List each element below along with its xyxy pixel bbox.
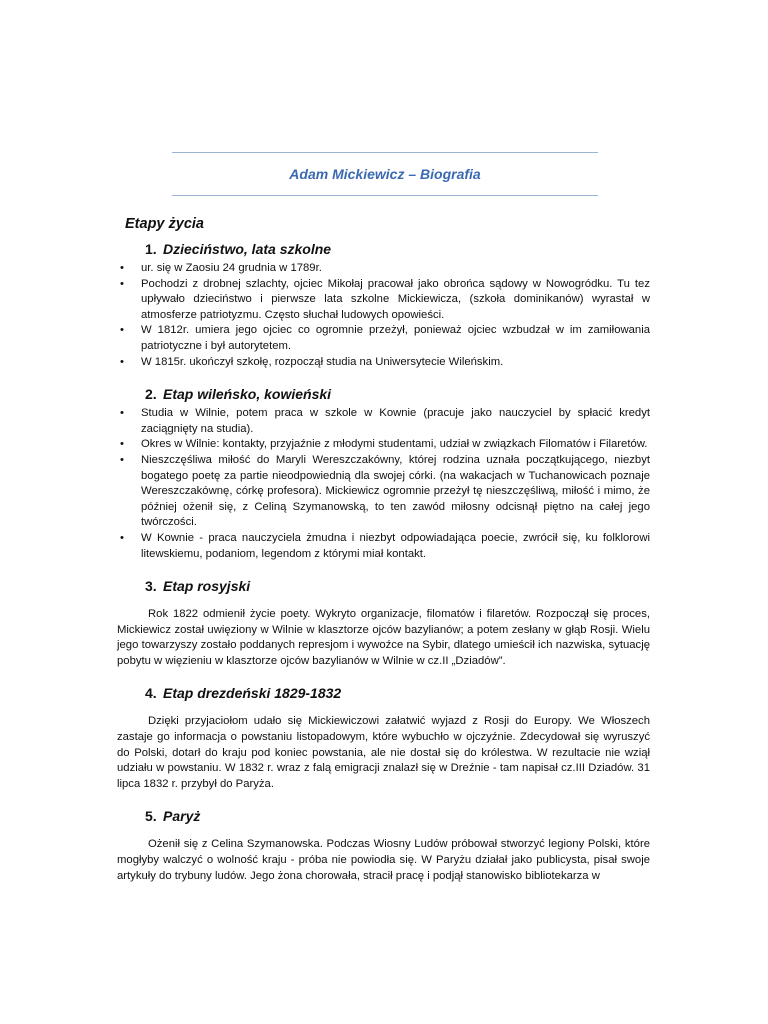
list-item: • W Kownie - praca nauczyciela żmudna i niezbyt odpowiadająca poecie, zwrócił się, ku folklorowi litewskiemu, podaniom, legendom z którymi miał kontakt.: [117, 531, 650, 562]
section-title: Dzieciństwo, lata szkolne: [163, 241, 332, 257]
section-2-bullet-list: [117, 406, 650, 562]
section-title: Etap wileńsko, kowieński: [163, 386, 332, 403]
list-item: • Okres w Wilnie: kontakty, przyjaźnie z młodymi studentami, udział w związkach Filomatów i Filaretów.: [117, 437, 650, 453]
list-item: • ur. się w Zaosiu 24 grudnia w 1789r.: [117, 261, 650, 277]
section-heading-2: [145, 384, 650, 404]
section-number: 3.: [145, 578, 157, 595]
section-4-paragraph: Dzięki przyjaciołom udało się Mickiewiczowi załatwić wyjazd z Rosji do Europy. We Włoszech zastaje go informacja o powstaniu listopadowym, które wybuchło w ojczyźnie. Zdecydował się wyruszyć do Polski, dotarł do kraju pod koniec powstania, ale nie dostał się do królestwa. W rezultacie nie wziął udziału w powstaniu. W 1832 r. wraz z falą emigracji znalazł się w Dreźnie - tam napisał cz.III Dziadów. 31 lipca 1832 r. przybył do Paryża.: [117, 715, 650, 790]
document-title: Adam Mickiewicz – Biografia: [289, 166, 481, 182]
section-5-paragraph: Ożenił się z Celina Szymanowska. Podczas Wiosny Ludów próbował stworzyć legiony Polski, które mogłyby walczyć o wolność kraju - próba nie powiodła się. W Paryżu działał jako publicysta, pisał swoje artykuły do trybuny ludów. Jego żona chorowała, stracił pracę i podjął stanowisko bibliotekarza w: [117, 838, 650, 882]
list-item: • W 1812r. umiera jego ojciec co ogromnie przeżył, ponieważ ojciec wzbudzał w im zamiłowania patriotyczne i był autorytetem.: [117, 323, 650, 354]
main-heading: Etapy życia: [125, 216, 204, 232]
section-title: Paryż: [163, 808, 201, 825]
section-title: Etap drezdeński 1829-1832: [163, 685, 342, 702]
section-title: Etap rosyjski: [163, 578, 251, 595]
section-heading-1: [145, 239, 650, 259]
section-heading-5: [145, 806, 650, 826]
list-item: • W 1815r. ukończył szkołę, rozpoczął studia na Uniwersytecie Wileńskim.: [117, 355, 650, 371]
section-3-paragraph: Rok 1822 odmienił życie poety. Wykryto organizacje, filomatów i filaretów. Rozpoczął się proces, Mickiewicz został uwięziony w Wilnie w klasztorze ojców bazylianów; a potem zesłany w głąb Rosji. Wielu jego towarzyszy zostało poddanych represjom i wywoźce na Sybir, dlatego umieścił ich nazwiska, sytuację pobytu w więzieniu w klasztorze ojców bazylianów w Wilnie w cz.II „Dziadów”.: [117, 608, 650, 667]
list-item: • Studia w Wilnie, potem praca w szkole w Kownie (pracuje jako nauczyciel by spłacić kredyt zaciągnięty na studia).: [117, 406, 650, 437]
section-number: 2.: [145, 386, 157, 403]
section-heading-4: [145, 683, 650, 703]
section-heading-3: [145, 576, 650, 596]
section-number: 1.: [145, 241, 157, 257]
list-item: • Pochodzi z drobnej szlachty, ojciec Mikołaj pracował jako obrońca sądowy w Nowogródku. Tu tez upływało dzieciństwo i pierwsze lata szkolne Mickiewicza, (szkoła dominikanów) wyrastał w atmosferze patriotyzmu. Często słuchał ludowych opowieści.: [117, 277, 650, 324]
title-top-rule: [172, 152, 598, 153]
title-bottom-rule: [172, 195, 598, 196]
document-body: [117, 214, 650, 884]
section-1-bullet-list: [117, 261, 650, 370]
list-item: • Nieszczęśliwa miłość do Maryli Wereszczakówny, której rodzina uznała początkującego, niezbyt bogatego poetę za partie nieodpowiednią dla swojej córki. (na wakacjach w Tuchanowicach poznaje Wereszczakównę, córkę profesora). Mickiewicz ogromnie przeżył tę nieszczęśliwą, miłość i mimo, że później ożenił się, z Celiną Szymanowską, to ten zawód miłosny odcisnął piętno na całej jego twórczości.: [117, 453, 650, 531]
section-number: 4.: [145, 685, 157, 702]
title-block: [172, 152, 598, 196]
section-number: 5.: [145, 808, 157, 825]
